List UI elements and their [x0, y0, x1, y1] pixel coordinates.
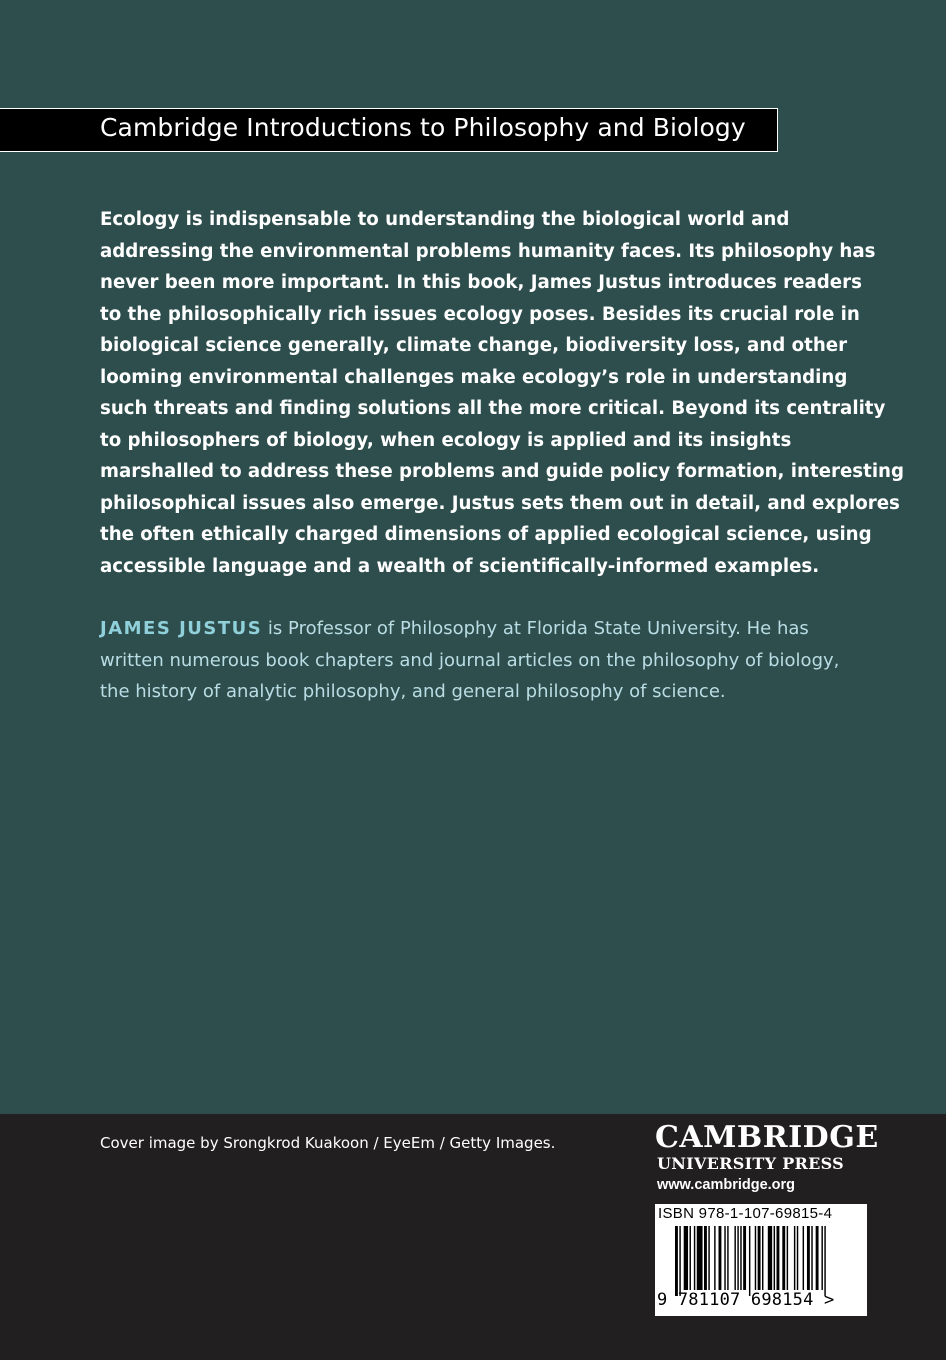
barcode-bar	[758, 1226, 761, 1290]
barcode-bar	[762, 1226, 763, 1290]
bio-line	[100, 613, 820, 645]
description-line: accessible language and a wealth of scientifically-informed examples.	[100, 555, 820, 577]
barcode-bar	[694, 1226, 695, 1290]
publisher-url: www.cambridge.org	[657, 1177, 796, 1193]
barcode-bar	[797, 1226, 798, 1290]
description-line: Ecology is indispensable to understanding the biological world and	[100, 209, 790, 230]
barcode-bar	[740, 1226, 741, 1290]
barcode-bar	[811, 1226, 812, 1290]
barcode-bar	[824, 1226, 825, 1296]
back-cover-footer	[0, 1114, 946, 1360]
barcode-bar	[704, 1226, 707, 1290]
barcode-bar	[782, 1226, 785, 1290]
description-line: to philosophers of biology, when ecology is applied and its insights	[100, 429, 792, 451]
barcode-bar	[743, 1226, 746, 1290]
barcode-bar	[807, 1226, 810, 1290]
barcode-bar	[719, 1226, 722, 1290]
series-banner	[0, 108, 778, 152]
isbn-label: ISBN 978-1-107-69815-4	[658, 1205, 833, 1222]
barcode-bar	[749, 1226, 750, 1296]
description-line: philosophical issues also emerge. Justus sets them out in detail, and explores	[100, 492, 900, 514]
bio-line: the history of analytic philosophy, and general philosophy of science.	[100, 681, 726, 702]
barcode-digits: 9 781107 698154 >	[657, 1290, 835, 1310]
description-line: marshalled to address these problems and guide policy formation, interesting	[100, 461, 905, 482]
book-description	[100, 204, 905, 582]
bio-line: written numerous book chapters and journal articles on the philosophy of biology,	[100, 649, 840, 671]
barcode-bar	[777, 1226, 780, 1290]
barcode-bar	[724, 1226, 725, 1290]
cover-image-credit: Cover image by Srongkrod Kuakoon / EyeEm / Getty Images.	[100, 1134, 556, 1152]
barcode-bar	[734, 1226, 735, 1290]
series-title: Cambridge Introductions to Philosophy and Biology	[100, 113, 746, 142]
barcode-bar	[684, 1226, 688, 1290]
author-bio	[100, 613, 840, 708]
description-line: looming environmental challenges make ecology’s role in understanding	[100, 366, 848, 388]
barcode-bar	[737, 1226, 738, 1290]
description-line: such threats and finding solutions all the more critical. Beyond its centrality	[100, 398, 886, 419]
description-line: to the philosophically rich issues ecology poses. Besides its crucial role in	[100, 303, 860, 325]
barcode-bar	[787, 1226, 788, 1290]
isbn-barcode	[655, 1204, 867, 1316]
author-name: JAMES JUSTUS	[100, 618, 263, 639]
description-line: biological science generally, climate change, biodiversity loss, and other	[100, 335, 848, 356]
barcode-bar	[755, 1226, 756, 1290]
barcode-bar	[675, 1226, 678, 1296]
barcode-bar	[816, 1226, 819, 1290]
barcode-bar	[714, 1226, 715, 1290]
barcode-bar	[697, 1226, 703, 1290]
barcode-bar	[803, 1226, 804, 1290]
barcode-bar	[768, 1226, 772, 1290]
barcode-bar	[690, 1226, 691, 1290]
barcode-bar	[727, 1226, 728, 1290]
description-line: addressing the environmental problems humanity faces. Its philosophy has	[100, 240, 876, 262]
barcode-bar	[794, 1226, 795, 1290]
barcode-bar	[821, 1226, 822, 1290]
bio-line-rest: is Professor of Philosophy at Florida State University. He has	[262, 618, 809, 639]
publisher-logo-subtitle: UNIVERSITY PRESS	[657, 1154, 844, 1173]
description-line: the often ethically charged dimensions of applied ecological science, using	[100, 524, 872, 545]
publisher-logo-name: CAMBRIDGE	[655, 1120, 879, 1155]
description-line: never been more important. In this book, James Justus introduces readers	[100, 272, 862, 293]
barcode-bar	[679, 1226, 680, 1296]
barcode-bar	[774, 1226, 775, 1290]
barcode-bar	[708, 1226, 709, 1290]
